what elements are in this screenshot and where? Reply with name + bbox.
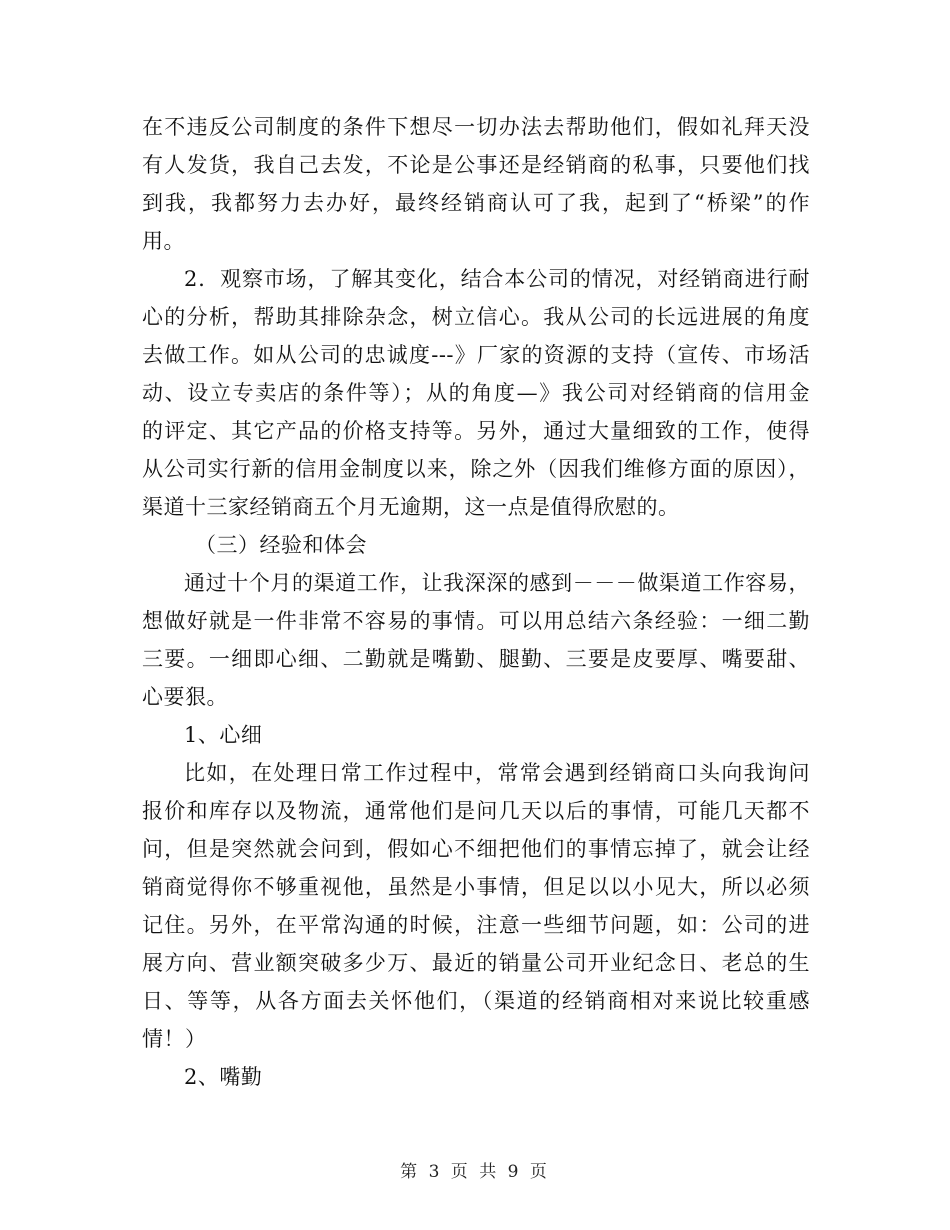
paragraph-line-18: 比如，在处理日常工作过程中，常常会遇到经销商口头向我询问	[184, 761, 810, 785]
paragraph-line-5: 2．观察市场，了解其变化，结合本公司的情况，对经销商进行耐	[184, 267, 810, 291]
paragraph-line-3: 到我，我都努力去办好，最终经销商认可了我，起到了“桥梁”的作	[142, 191, 810, 215]
paragraph-line-21: 销商觉得你不够重视他，虽然是小事情，但足以以小见大，所以必须	[142, 875, 810, 899]
section-heading-experience: （三）经验和体会	[195, 533, 367, 557]
paragraph-line-14: 想做好就是一件非常不容易的事情。可以用总结六条经验：一细二勤	[142, 609, 810, 633]
paragraph-line-25: 情！）	[142, 1027, 207, 1051]
paragraph-line-10: 从公司实行新的信用金制度以来，除之外（因我们维修方面的原因），	[142, 457, 810, 481]
page-number-footer: 第 3 页 共 9 页	[400, 1162, 550, 1182]
paragraph-line-9: 的评定、其它产品的价格支持等。另外，通过大量细致的工作，使得	[142, 419, 810, 443]
paragraph-line-20: 问，但是突然就会问到，假如心不细把他们的事情忘掉了，就会让经	[142, 837, 810, 861]
paragraph-line-23: 展方向、营业额突破多少万、最近的销量公司开业纪念日、老总的生	[142, 951, 810, 975]
paragraph-line-7: 去做工作。如从公司的忠诚度---》厂家的资源的支持（宣传、市场活	[142, 343, 810, 367]
paragraph-line-2: 有人发货，我自己去发，不论是公事还是经销商的私事，只要他们找	[142, 153, 810, 177]
paragraph-line-8: 动、设立专卖店的条件等）；从的角度—》我公司对经销商的信用金	[142, 381, 810, 405]
paragraph-line-11: 渠道十三家经销商五个月无逾期，这一点是值得欣慰的。	[142, 495, 680, 519]
paragraph-line-13: 通过十个月的渠道工作，让我深深的感到－－－做渠道工作容易，	[184, 571, 810, 595]
paragraph-line-4: 用。	[142, 229, 185, 253]
paragraph-line-22: 记住。另外，在平常沟通的时候，注意一些细节问题，如：公司的进	[142, 913, 810, 937]
document-body	[142, 108, 810, 1096]
paragraph-line-19: 报价和库存以及物流，通常他们是问几天以后的事情，可能几天都不	[142, 799, 810, 823]
subheading-talk-diligence: 2、嘴勤	[184, 1065, 263, 1089]
paragraph-line-15: 三要。一细即心细、二勤就是嘴勤、腿勤、三要是皮要厚、嘴要甜、	[142, 647, 810, 671]
paragraph-line-6: 心的分析，帮助其排除杂念，树立信心。我从公司的长远进展的角度	[142, 305, 810, 329]
paragraph-line-24: 日、等等，从各方面去关怀他们，（渠道的经销商相对来说比较重感	[142, 989, 810, 1013]
paragraph-line-16: 心要狠。	[142, 685, 228, 709]
subheading-careful: 1、心细	[184, 723, 263, 747]
paragraph-line-1: 在不违反公司制度的条件下想尽一切办法去帮助他们，假如礼拜天没	[142, 115, 810, 139]
